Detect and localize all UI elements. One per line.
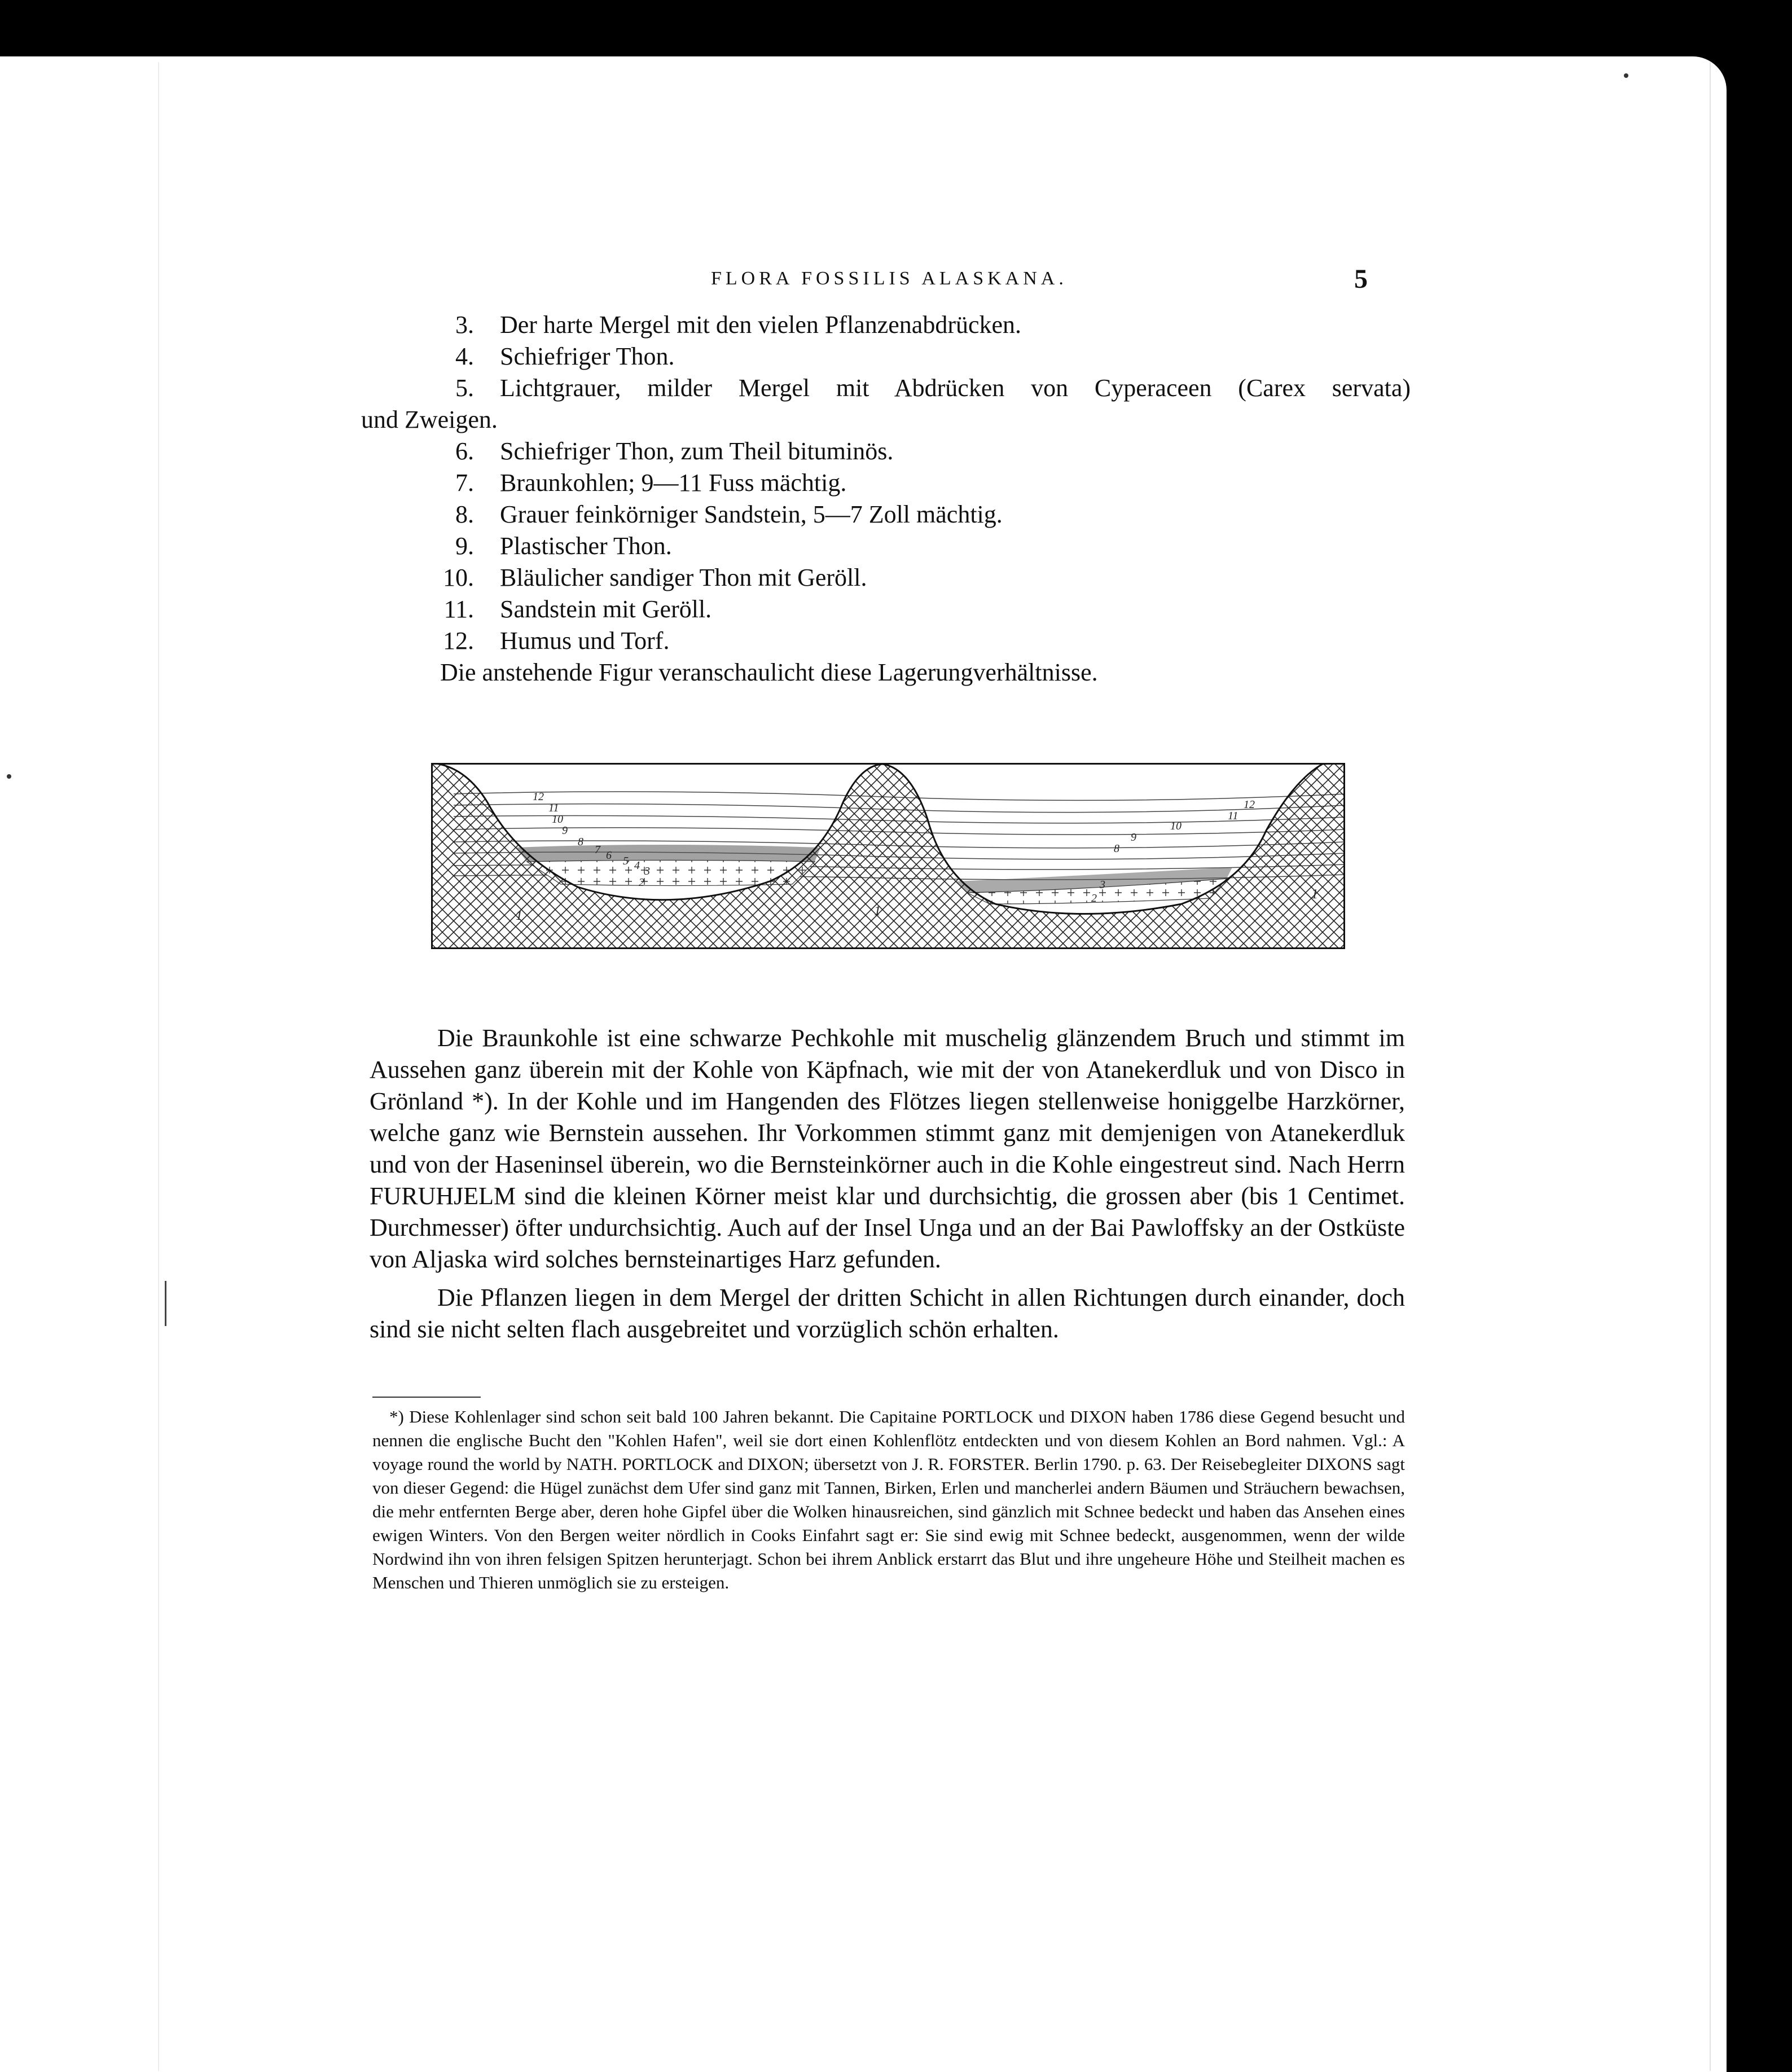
layer-label: 11	[548, 802, 559, 814]
page-number: 5	[1354, 264, 1368, 294]
layer-label: 1	[1311, 887, 1318, 902]
layer-label: 3	[1100, 879, 1105, 891]
list-item	[367, 594, 1411, 625]
item-text: Lichtgrauer, milder Mergel mit Abdrücken von Cyperaceen (Carex servata)	[500, 374, 1411, 402]
list-item	[367, 562, 1411, 594]
footnote: *) Diese Kohlenlager sind schon seit bald 100 Jahren bekannt. Die Capitaine PORTLOCK und DIXON haben 1786 diese Gegend besucht und nennen die englische Bucht den "Kohlen Hafen", weil sie dort einen Kohlenflötz entdeckten und von diesem Kohlen an Bord nahmen. Vgl.: A voyage round the world by NATH. PORTLOCK and DIXON; übersetzt von J. R. FORSTER. Berlin 1790. p. 63. Der Reisebegleiter DIXONS sagt von dieser Gegend: die Hügel zunächst dem Ufer sind ganz mit Tannen, Birken, Erlen und mancherlei andern Bäumen und Sträuchern bewachsen, die mehr entfernten Berge aber, deren hohe Gipfel über die Wolken hinausreichen, sind gänzlich mit Schnee bedeckt und haben das Ansehen eines ewigen Winters. Von den Bergen weiter nördlich in Cooks Einfahrt sagt er: Sie sind ewig mit Schnee bedeckt, ausgenommen, wenn der wilde Nordwind ihn von ihren felsigen Spitzen herunterjagt. Schon bei ihrem Anblick erstarrt das Blut und ihre ungeheure Höhe und Steilheit machen es Menschen und Thieren unmöglich sie zu ersteigen.	[372, 1407, 1405, 1592]
list-item	[367, 341, 1411, 372]
scan-speck	[7, 774, 11, 779]
layer-label: 9	[1131, 831, 1136, 844]
strata-list	[361, 309, 1411, 688]
list-item	[367, 530, 1411, 562]
coal-band-left	[516, 845, 820, 862]
item-number: 3.	[455, 311, 474, 339]
list-item-continuation	[361, 404, 1411, 436]
scan-speck	[1624, 73, 1628, 78]
list-item	[367, 625, 1411, 657]
list-item	[367, 436, 1411, 467]
layer-label: 9	[562, 824, 568, 837]
item-number: 9.	[455, 532, 474, 560]
layer-label: 10	[1170, 820, 1182, 832]
item-text: Der harte Mergel mit den vielen Pflanzenabdrücken.	[500, 311, 1022, 339]
layer-label: 2	[639, 876, 644, 889]
gutter-mark	[165, 1281, 172, 1326]
item-number: 8.	[455, 501, 474, 528]
item-number: 10.	[443, 564, 474, 591]
paragraph: Die Braunkohle ist eine schwarze Pechkohle mit muschelig glänzendem Bruch und stimmt im Aussehen ganz überein mit der Kohle von Käpfnach, wie mit der von Atanekerdluk und von Disco in Grönland *). In der Kohle und im Hangenden des Flötzes liegen stellenweise honiggelbe Harzkörner, welche ganz wie Bernstein aussehen. Ihr Vorkommen stimmt ganz mit demjenigen von Atanekerdluk und von der Haseninsel überein, wo die Bernsteinkörner auch in die Kohle eingestreut sind. Nach Herrn FURUHJELM sind die kleinen Körner meist klar und durchsichtig, die grossen aber (bis 1 Centimet. Durchmesser) öfter undurchsichtig. Auch auf der Insel Unga und an der Bai Pawloffsky an der Ostküste von Aljaska wird solches bernsteinartiges Harz gefunden.	[370, 1024, 1405, 1273]
body-text	[370, 1022, 1405, 1352]
list-item	[367, 309, 1411, 341]
item-text: Bläulicher sandiger Thon mit Geröll.	[500, 564, 867, 591]
item-text: Braunkohlen; 9—11 Fuss mächtig.	[500, 469, 847, 497]
item-text: Schiefriger Thon, zum Theil bituminös.	[500, 437, 894, 465]
item-text-continued: und Zweigen.	[361, 406, 498, 433]
item-text: Schiefriger Thon.	[500, 343, 675, 370]
item-number: 7.	[455, 469, 474, 497]
layer-label: 1	[874, 904, 881, 919]
layer-label: 6	[606, 849, 612, 862]
item-number: 11.	[443, 595, 474, 623]
layer-label: 3	[644, 865, 650, 877]
item-number: 12.	[443, 627, 474, 655]
item-number: 4.	[455, 343, 474, 370]
layer-label: 5	[623, 855, 629, 867]
list-item	[367, 499, 1411, 530]
layer-label: 8	[1114, 842, 1119, 855]
footnote-rule	[372, 1397, 481, 1398]
item-text: Plastischer Thon.	[500, 532, 672, 560]
strata-cross-section-figure	[431, 763, 1345, 949]
item-text: Grauer feinkörniger Sandstein, 5—7 Zoll mächtig.	[500, 501, 1003, 528]
page-gutter	[158, 62, 159, 2071]
layer-label: 11	[1228, 810, 1238, 822]
layer-label: 4	[634, 859, 640, 872]
item-number: 6.	[455, 437, 474, 465]
figure-intro-line	[367, 657, 1411, 688]
figure-intro: Die anstehende Figur veranschaulicht diese Lagerungverhältnisse.	[440, 659, 1098, 686]
paragraph: Die Pflanzen liegen in dem Mergel der dritten Schicht in allen Richtungen durch einander, doch sind sie nicht selten flach ausgebreitet und vorzüglich schön erhalten.	[370, 1284, 1405, 1343]
list-item	[367, 467, 1411, 499]
running-title: FLORA FOSSILIS ALASKANA.	[711, 268, 1068, 289]
layer-label: 8	[578, 836, 583, 848]
layer-label: 12	[533, 791, 544, 803]
layer-label: 7	[595, 844, 600, 856]
layer-label: 2	[1091, 892, 1097, 905]
page-edge	[1710, 62, 1711, 2071]
item-text: Humus und Torf.	[500, 627, 670, 655]
layer-label: 12	[1244, 798, 1255, 811]
item-number: 5.	[455, 374, 474, 402]
layer-label: 1	[516, 908, 522, 923]
list-item	[367, 372, 1411, 404]
layer-label: 10	[552, 813, 563, 826]
page-header	[0, 257, 1792, 302]
item-text: Sandstein mit Geröll.	[500, 595, 712, 623]
